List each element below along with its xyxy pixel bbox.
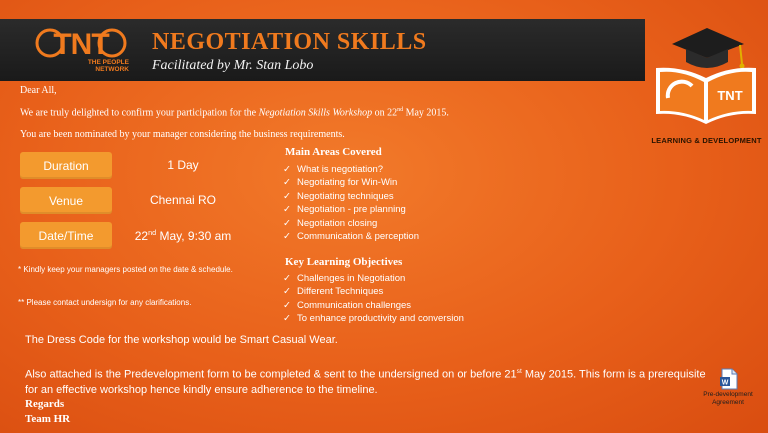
datetime-rest: May, 9:30 am — [156, 229, 232, 243]
list-item-text: Negotiating for Win-Win — [297, 177, 398, 189]
greeting: Dear All, — [20, 85, 57, 96]
logo-tagline-line1: THE PEOPLE — [87, 59, 129, 66]
check-icon: ✓ — [283, 164, 291, 175]
main-areas-title: Main Areas Covered — [285, 146, 382, 158]
date-suffix: nd — [397, 107, 404, 113]
check-icon: ✓ — [283, 230, 291, 242]
confirmation-date-end: May 2015. — [403, 107, 449, 119]
list-item-text: What is negotiation? — [297, 164, 384, 175]
logo-tagline-line2: NETWORK — [95, 66, 129, 73]
venue-value: Chennai RO — [149, 193, 217, 207]
list-item — [283, 285, 464, 298]
svg-text:W: W — [721, 379, 729, 387]
note-contact: ** Please contact undersign for any clarifications. — [18, 298, 192, 307]
list-item — [283, 299, 464, 312]
list-item-text: Different Techniques — [297, 286, 384, 298]
duration-label: Duration — [20, 152, 112, 179]
list-item-text: Negotiating techniques — [297, 190, 394, 202]
list-item-text: Challenges in Negotiation — [297, 273, 406, 284]
attachment-paragraph — [25, 364, 715, 398]
workshop-name: Negotiation Skills Workshop — [258, 107, 373, 119]
note-managers: * Kindly keep your managers posted on the date & schedule. — [18, 265, 233, 274]
check-icon: ✓ — [283, 190, 291, 202]
check-icon: ✓ — [283, 217, 291, 229]
learning-development-caption: LEARNING & DEVELOPMENT — [651, 136, 762, 145]
list-item — [283, 190, 419, 203]
learning-development-logo — [652, 16, 760, 132]
list-item — [283, 217, 419, 230]
confirmation-line — [20, 107, 449, 118]
attachment-text-end: May 2015. This form is a prerequisite for an effective workshop hence kindly ensure adherence to the timeline. — [25, 368, 706, 396]
confirmation-text: We are truly delighted to confirm your participation for the — [20, 107, 259, 119]
word-document-icon[interactable] — [719, 368, 739, 390]
dress-code-text: The Dress Code for the workshop would be Smart Casual Wear. — [25, 334, 338, 346]
confirmation-date: on 22 — [372, 107, 398, 119]
tnt-logo-mark — [35, 27, 127, 59]
list-item — [283, 176, 419, 189]
datetime-label: Date/Time — [20, 222, 112, 249]
duration-value: 1 Day — [167, 158, 199, 172]
team-hr: Team HR — [25, 413, 71, 425]
page-title: NEGOTIATION SKILLS — [152, 29, 427, 55]
attachment-text: Also attached is the Predevelopment form to be completed & sent to the undersigned on or before 21 — [25, 368, 517, 381]
venue-label: Venue — [20, 187, 112, 214]
tnt-logo-letters: TNT — [53, 28, 109, 59]
check-icon: ✓ — [283, 204, 291, 216]
datetime-suffix: nd — [148, 228, 157, 237]
check-icon: ✓ — [283, 177, 291, 189]
datetime-day: 22 — [134, 229, 149, 243]
list-item — [283, 312, 464, 325]
facilitator-subtitle: Facilitated by Mr. Stan Lobo — [152, 58, 314, 73]
key-objectives-list — [283, 272, 464, 326]
header-band — [0, 19, 645, 81]
list-item-text: To enhance productivity and conversion — [297, 313, 464, 325]
regards: Regards — [25, 398, 65, 410]
deadline-suffix: st — [516, 368, 522, 375]
list-item-text: Communication challenges — [297, 299, 412, 311]
list-item-text: Negotiation closing — [297, 217, 378, 229]
tnt-logo — [33, 27, 131, 71]
check-icon: ✓ — [283, 313, 291, 325]
logo-tagline — [75, 59, 129, 73]
list-item — [283, 203, 419, 216]
check-icon: ✓ — [283, 299, 291, 311]
list-item — [283, 272, 464, 285]
list-item — [283, 163, 419, 176]
main-areas-list — [283, 163, 419, 243]
list-item-text: Communication & perception — [297, 230, 419, 242]
check-icon: ✓ — [283, 286, 291, 298]
key-objectives-title: Key Learning Objectives — [285, 256, 403, 268]
list-item-text: Negotiation - pre planning — [297, 204, 406, 216]
ld-logo-badge-text: TNT — [717, 88, 743, 103]
check-icon: ✓ — [283, 273, 291, 284]
attachment-label[interactable]: Pre-development Agreement — [703, 391, 753, 406]
datetime-value — [118, 228, 248, 243]
nomination-line: You are been nominated by your manager considering the business requirements. — [20, 129, 345, 140]
list-item — [283, 230, 419, 243]
